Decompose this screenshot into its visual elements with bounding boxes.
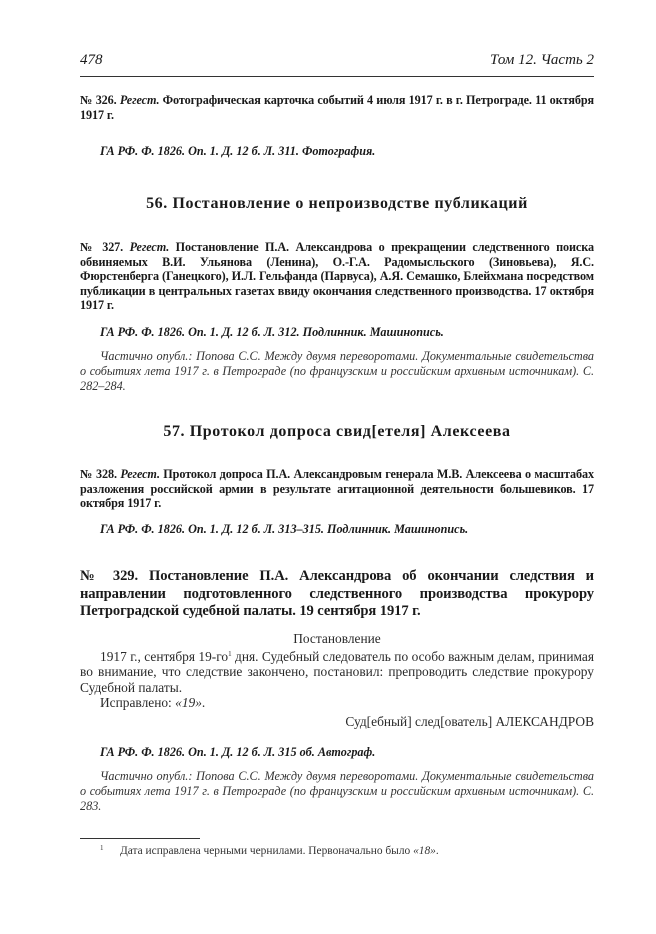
regest-text: Протокол допроса П.А. Александровым генерала М.В. Алексеева о масштабах разложения российской армии в результате агитационной деятельности большевиков. 17 октября 1917 г. <box>80 467 594 510</box>
document-body-329 <box>80 631 594 729</box>
publication-note-329: Частично опубл.: Попова С.С. Между двумя переворотами. Документальные свидетельства о событиях лета 1917 г. в Петрограде (по французским и российским архивным источникам). С. 283. <box>80 769 594 813</box>
regest-text: Постановление П.А. Александрова о прекращении следственного поиска обвиняемых В.И. Ульянова (Ленина), О.-Г.А. Радомысльского (Зиновьева), Я.С. Фюрстенберга (Ганецкого), И.Л. Гельфанда (Парвуса), А.Я. Семашко, Блейхмана посредством публикации в центральных газетах ввиду окончания следственного производства. 17 октября 1917 г. <box>80 240 594 312</box>
doc-number: № 326. <box>80 93 117 107</box>
doc-number: № 328. <box>80 467 117 481</box>
correction-note: Исправлено: «19». <box>100 695 206 710</box>
document-paragraph: 1917 г., сентября $19-го^1$ дня. Судебный следователь по особо важным делам, принимая во внимание, что следствие закончено, постановил: препроводить следствие прокурору Судебной палаты. <box>80 648 594 695</box>
footnote-divider <box>80 838 200 839</box>
regest-327 <box>80 240 594 313</box>
regest-text: Фотографическая карточка событий 4 июля 1917 г. в г. Петрограде. 11 октября 1917 г. <box>80 93 594 122</box>
footnote-1: 1 Дата исправлена черными чернилами. Первоначально было «18». <box>80 844 594 857</box>
running-header <box>80 50 594 77</box>
section-title-57: 57. Протокол допроса свид[етеля] Алексеева <box>163 423 511 440</box>
regest-tag: Регест. <box>129 240 170 254</box>
archive-ref-326: ГА РФ. Ф. 1826. Оп. 1. Д. 12 б. Л. 311. Фотография. <box>100 144 376 158</box>
doc-title-329: № 329. Постановление П.А. Александрова об окончании следствия и направлении подготовленного следственного производства прокурору Петроградской судебной палаты. 19 сентября 1917 г. <box>80 568 594 619</box>
footnote-ref[interactable]: 1 <box>228 649 232 658</box>
signature: Суд[ебный] след[ователь] АЛЕКСАНДРОВ <box>345 713 594 729</box>
archive-ref-328: ГА РФ. Ф. 1826. Оп. 1. Д. 12 б. Л. 313–315. Подлинник. Машинопись. <box>100 522 469 536</box>
page-number: 478 <box>80 52 103 68</box>
section-title-56: 56. Постановление о непроизводстве публикаций <box>146 195 528 212</box>
regest-328 <box>80 467 594 511</box>
footnote-mark: 1 <box>100 844 104 852</box>
regest-tag: Регест. <box>119 93 160 107</box>
doc-number: № 327. <box>80 240 124 254</box>
archive-ref-327: ГА РФ. Ф. 1826. Оп. 1. Д. 12 б. Л. 312. Подлинник. Машинопись. <box>100 325 444 339</box>
archive-ref-329: ГА РФ. Ф. 1826. Оп. 1. Д. 12 б. Л. 315 об. Автограф. <box>100 745 376 759</box>
regest-tag: Регест. <box>120 467 160 481</box>
volume-label: Том 12. Часть 2 <box>490 52 594 68</box>
publication-note-327: Частично опубл.: Попова С.С. Между двумя переворотами. Документальные свидетельства о событиях лета 1917 г. в Петрограде (по французским и российским архивным источникам). С. 282–284. <box>80 349 594 393</box>
regest-326 <box>80 93 594 122</box>
document-heading: Постановление <box>293 631 381 646</box>
